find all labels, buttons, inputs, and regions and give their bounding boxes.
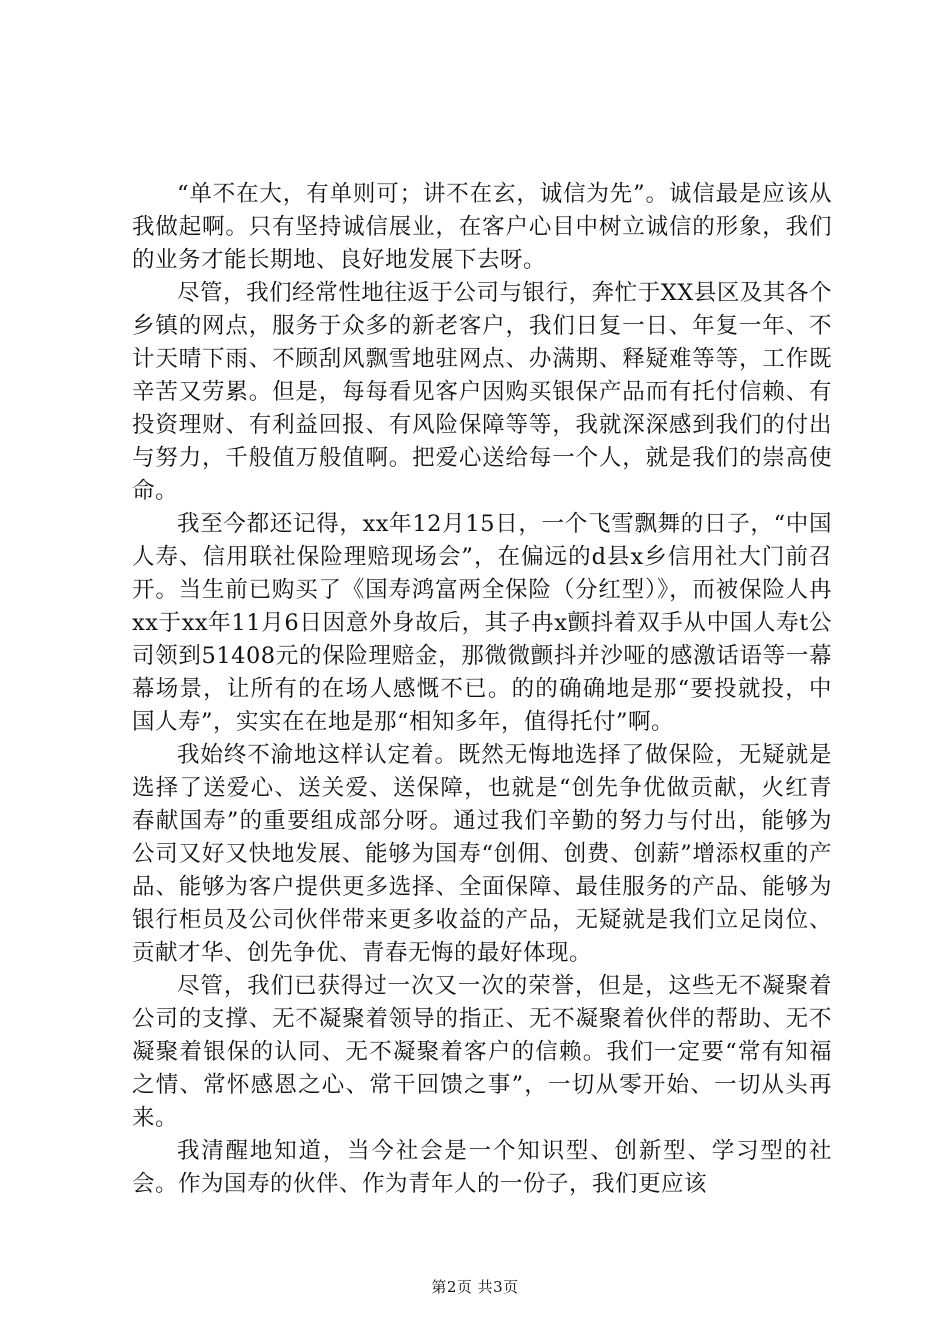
- paragraph-1: “单不在大，有单则可；讲不在玄，诚信为先”。诚信最是应该从我做起啊。只有坚持诚信展业，在客户心目中树立诚信的形象，我们的业务才能长期地、良好地发展下去呀。: [132, 181, 832, 273]
- paragraph-6: 我清醒地知道，当今社会是一个知识型、创新型、学习型的社会。作为国寿的伙伴、作为青年人的一份子，我们更应该: [132, 1138, 832, 1197]
- paragraph-4: 我始终不渝地这样认定着。既然无悔地选择了做保险，无疑就是选择了送爱心、送关爱、送保障，也就是“创先争优做贡献，火红青春献国寿”的重要组成部分呀。通过我们辛勤的努力与付出，能够为公司又好又快地发展、能够为国寿“创佣、创费、创薪”增添权重的产品、能够为客户提供更多选择、全面保障、最佳服务的产品、能够为银行柜员及公司伙伴带来更多收益的产品，无疑就是我们立足岗位、贡献才华、创先争优、青春无悔的最好体现。: [132, 742, 832, 966]
- page-number-footer: 第2页 共3页: [431, 1278, 519, 1296]
- paragraph-3: 我至今都还记得，xx年12月15日，一个飞雪飘舞的日子，“中国人寿、信用联社保险理赔现场会”，在偏远的d县x乡信用社大门前召开。当生前已购买了《国寿鸿富两全保险（分红型）》，而被保险人冉xx于xx年11月6日因意外身故后，其子冉x颤抖着双手从中国人寿t公司领到51408元的保险理赔金，那微微颤抖并沙哑的感激话语等一幕幕场景，让所有的在场人感慨不已。的的确确地是那“要投就投，中国人寿”，实实在在地是那“相知多年，值得托付”啊。: [132, 511, 832, 735]
- paragraph-2: 尽管，我们经常性地往返于公司与银行，奔忙于XX县区及其各个乡镇的网点，服务于众多的新老客户，我们日复一日、年复一年、不计天晴下雨、不顾刮风飘雪地驻网点、办满期、释疑难等等，工作既辛苦又劳累。但是，每每看见客户因购买银保产品而有托付信赖、有投资理财、有利益回报、有风险保障等等，我就深深感到我们的付出与努力，千般值万般值啊。把爱心送给每一个人，就是我们的崇高使命。: [132, 280, 832, 504]
- paragraph-5: 尽管，我们已获得过一次又一次的荣誉，但是，这些无不凝聚着公司的支撑、无不凝聚着领导的指正、无不凝聚着伙伴的帮助、无不凝聚着银保的认同、无不凝聚着客户的信赖。我们一定要“常有知福之情、常怀感恩之心、常干回馈之事”，一切从零开始、一切从头再来。: [132, 973, 832, 1131]
- document-body: [132, 178, 832, 1201]
